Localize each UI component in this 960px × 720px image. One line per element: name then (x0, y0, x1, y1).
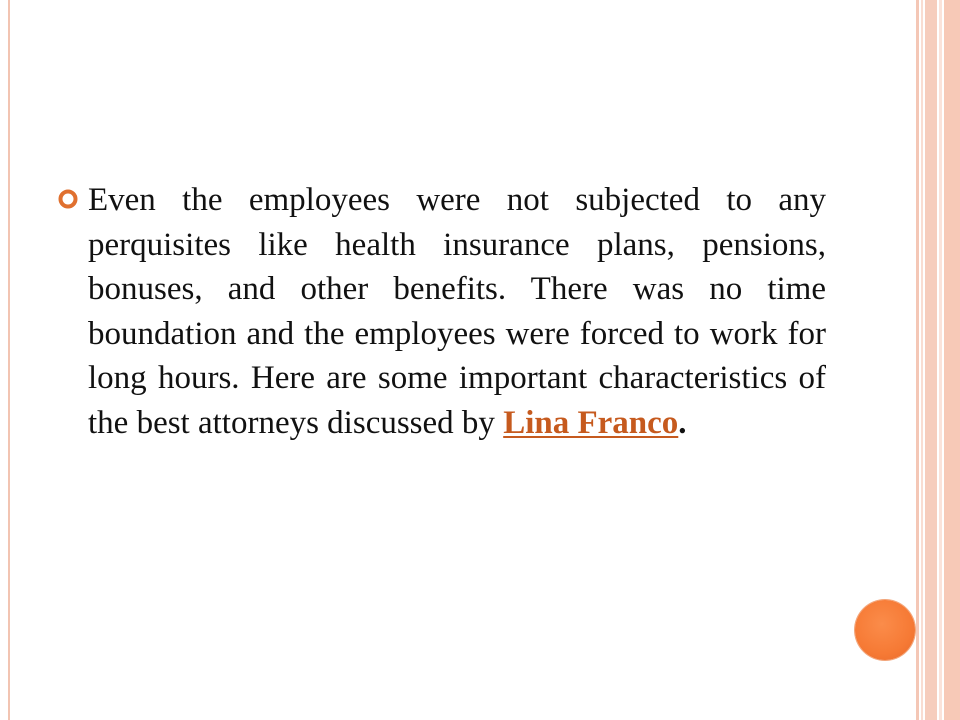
stripe (939, 0, 942, 720)
right-decorative-stripes (916, 0, 960, 720)
stripe (921, 0, 923, 720)
stripe (925, 0, 937, 720)
body-paragraph (88, 178, 826, 445)
stripe (916, 0, 919, 720)
paragraph-text: Even the employees were not subjected to any perquisites like health insurance plans, pensions, bonuses, and other benefits. There was no time boundation and the employees were forced to work for long hours. Here are some important characteristics of the best attorneys discussed by (88, 182, 826, 441)
trailing-period: . (678, 404, 687, 441)
slide-content (58, 178, 826, 445)
author-link[interactable]: Lina Franco (503, 404, 679, 441)
left-border-line (8, 0, 10, 720)
orange-circle-decoration (855, 600, 915, 660)
bullet-item (58, 178, 826, 445)
ring-bullet-icon (58, 189, 78, 209)
stripe (944, 0, 960, 720)
